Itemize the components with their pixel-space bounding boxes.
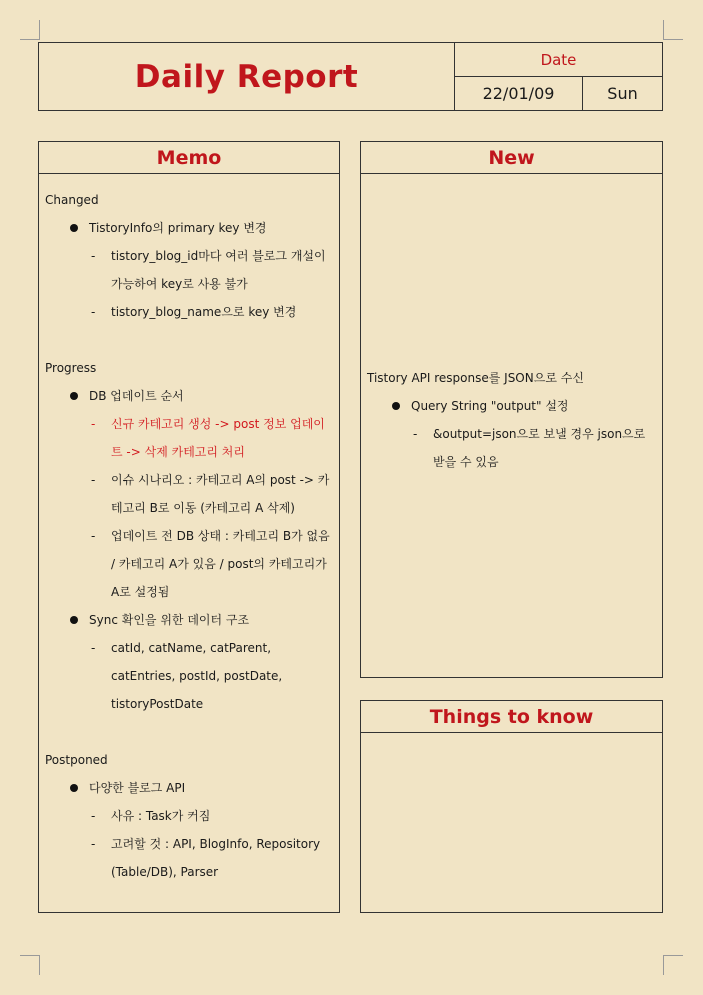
sub-item-text: tistory_blog_id마다 여러 블로그 개설이 가능하여 key로 사용 불가 [111, 249, 326, 291]
date-box [455, 43, 662, 110]
sub-item-text: 이슈 시나리오 : 카테고리 A의 post -> 카테고리 B로 이동 (카테고리 A 삭제) [111, 473, 330, 515]
new-panel [360, 141, 663, 678]
memo-content [39, 174, 339, 886]
new-title: New [361, 142, 662, 174]
sub-item-text: 사유 : Task가 커짐 [111, 809, 211, 823]
sub-item: - tistory_blog_name으로 key 변경 [91, 305, 297, 319]
bullet-item: TistoryInfo의 primary key 변경 [45, 214, 333, 242]
sub-item: - 이슈 시나리오 : 카테고리 A의 post -> 카테고리 B로 이동 (카테고리 A 삭제) [91, 473, 330, 515]
new-content [361, 174, 662, 476]
crop-mark-top-left [20, 20, 40, 40]
date-row [455, 77, 662, 110]
bullet-item: 다양한 블로그 API [45, 774, 333, 802]
memo-panel [38, 141, 340, 913]
page-title: Daily Report [39, 43, 455, 110]
crop-mark-bottom-right [663, 955, 683, 975]
sub-item-text: &output=json으로 보낼 경우 json으로 받을 수 있음 [433, 427, 646, 469]
sub-item-text: 업데이트 전 DB 상태 : 카테고리 B가 없음 / 카테고리 A가 있음 / post의 카테고리가 A로 설정됨 [111, 529, 330, 599]
new-intro: Tistory API response를 JSON으로 수신 [367, 371, 584, 385]
sub-item: - tistory_blog_id마다 여러 블로그 개설이 가능하여 key로 사용 불가 [91, 249, 326, 291]
date-label: Date [455, 43, 662, 77]
things-title: Things to know [361, 701, 662, 733]
sub-item: - 고려할 것 : API, BlogInfo, Repository (Table/DB), Parser [91, 837, 321, 879]
things-to-know-panel [360, 700, 663, 913]
section-heading-postponed: Postponed [45, 753, 108, 767]
section-heading-progress: Progress [45, 361, 97, 375]
bullet-item: Query String "output" 설정 [367, 392, 656, 420]
crop-mark-bottom-left [20, 955, 40, 975]
date-value: 22/01/09 [455, 77, 583, 110]
day-value: Sun [607, 84, 638, 103]
memo-title: Memo [39, 142, 339, 174]
bullet-item: DB 업데이트 순서 [45, 382, 333, 410]
sub-item-highlighted: - 신규 카테고리 생성 -> post 정보 업데이트 -> 삭제 카테고리 처리 [91, 417, 325, 459]
sub-item-text: 고려할 것 : API, BlogInfo, Repository (Table/DB), Parser [111, 837, 321, 879]
bullet-item: Sync 확인을 위한 데이터 구조 [45, 606, 333, 634]
sub-item: - 업데이트 전 DB 상태 : 카테고리 B가 없음 / 카테고리 A가 있음 / post의 카테고리가 A로 설정됨 [91, 529, 330, 599]
report-header [38, 42, 663, 111]
sub-item-text: tistory_blog_name으로 key 변경 [111, 305, 297, 319]
sub-item: - 사유 : Task가 커짐 [91, 809, 211, 823]
sub-item: - &output=json으로 보낼 경우 json으로 받을 수 있음 [413, 427, 646, 469]
sub-item-text: catId, catName, catParent, catEntries, postId, postDate, tistoryPostDate [111, 641, 283, 711]
sub-item-text: 신규 카테고리 생성 -> post 정보 업데이트 -> 삭제 카테고리 처리 [111, 417, 325, 459]
crop-mark-top-right [663, 20, 683, 40]
section-heading-changed: Changed [45, 193, 99, 207]
sub-item: - catId, catName, catParent, catEntries, postId, postDate, tistoryPostDate [91, 641, 283, 711]
